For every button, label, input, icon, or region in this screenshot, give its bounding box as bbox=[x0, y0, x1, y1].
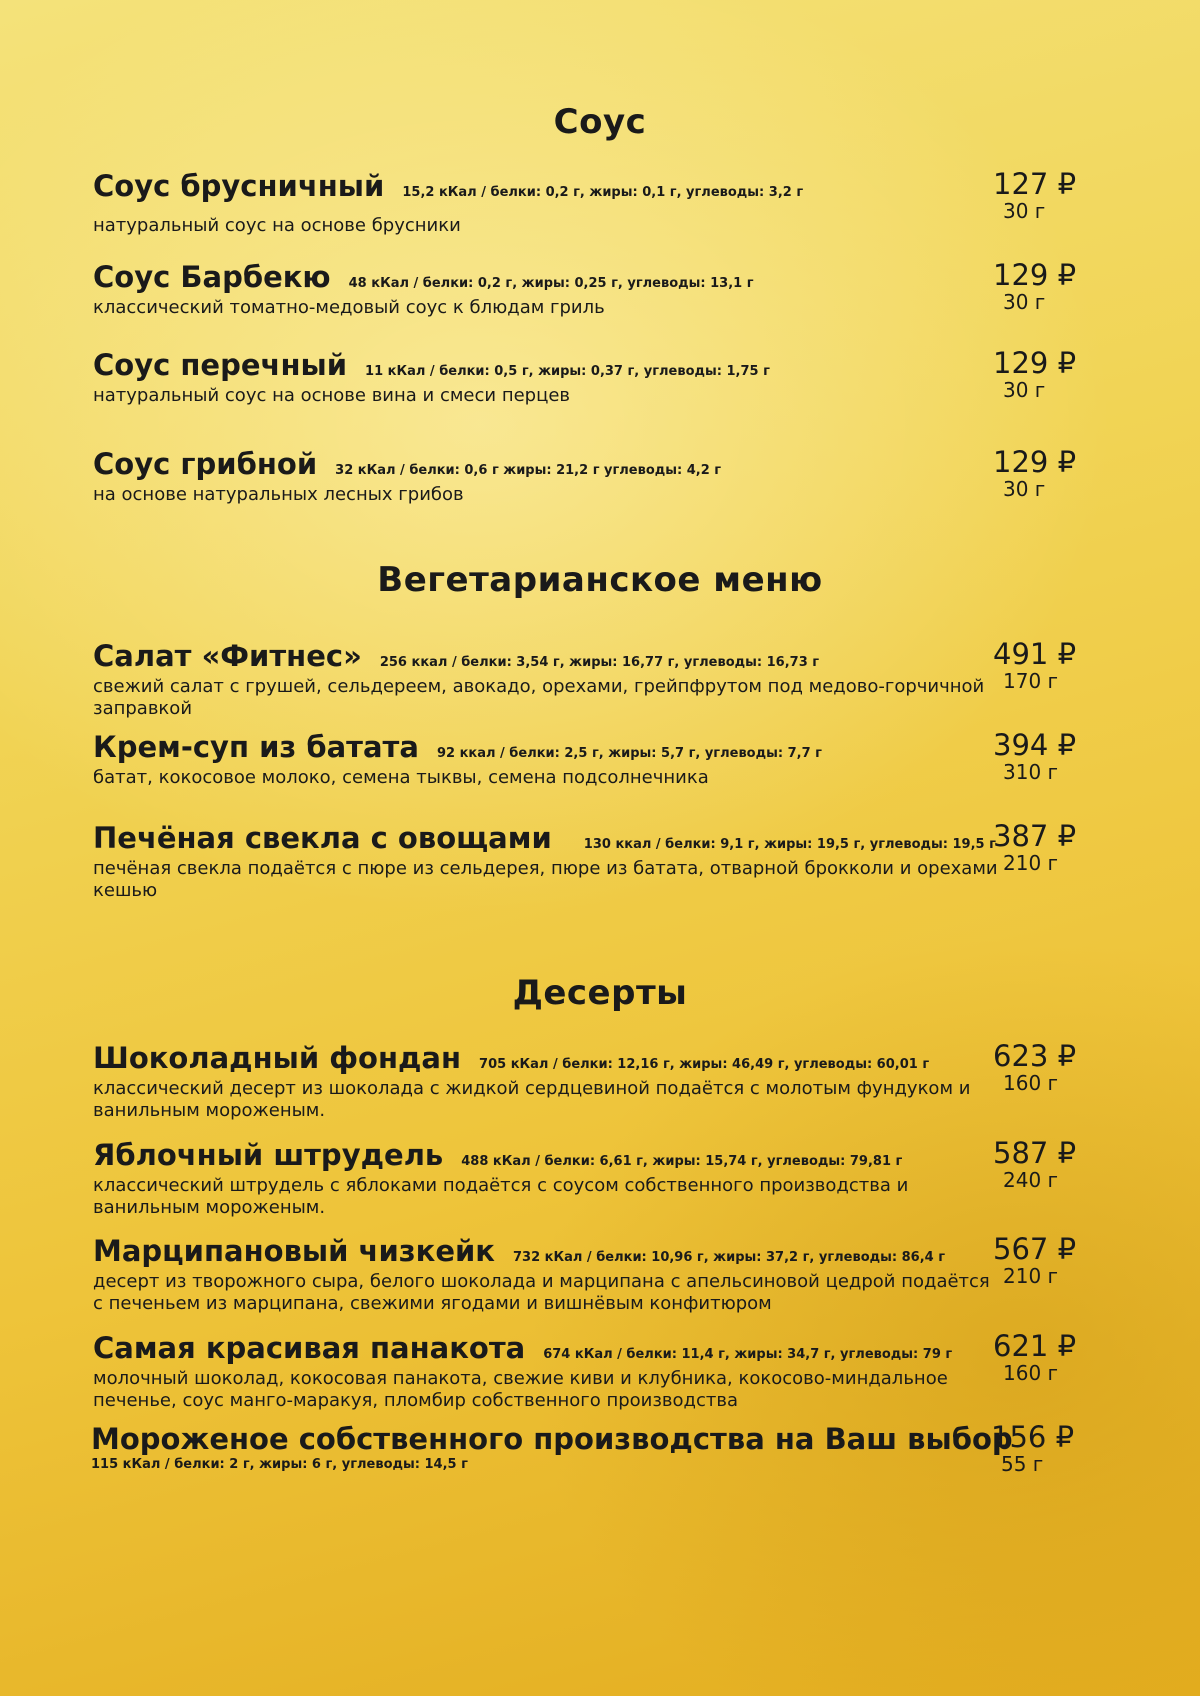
item-description: натуральный соус на основе вина и смеси перцев bbox=[93, 385, 571, 406]
item-nutrition: 32 кКал / белки: 0,6 г жиры: 21,2 г углеводы: 4,2 г bbox=[335, 463, 722, 478]
item-weight: 30 г bbox=[1003, 477, 1046, 501]
item-price: 491 ₽ bbox=[993, 637, 1077, 671]
item-name: Соус брусничный bbox=[93, 169, 385, 203]
item-weight: 30 г bbox=[1003, 378, 1046, 402]
item-price: 621 ₽ bbox=[993, 1329, 1077, 1363]
item-description: печёная свекла подаётся с пюре из сельдерея, пюре из батата, отварной брокколи и орехами кешью bbox=[93, 858, 998, 901]
menu-item bbox=[93, 1329, 1113, 1412]
item-price: 129 ₽ bbox=[993, 258, 1077, 292]
item-price: 129 ₽ bbox=[993, 346, 1077, 380]
item-weight: 160 г bbox=[1003, 1361, 1059, 1385]
item-weight: 240 г bbox=[1003, 1168, 1059, 1192]
item-weight: 160 г bbox=[1003, 1071, 1059, 1095]
item-price: 587 ₽ bbox=[993, 1136, 1077, 1170]
item-description: молочный шоколад, кокосовая панакота, свежие киви и клубника, кокосово-миндальное печенье, соус манго-маракуя, пломбир собственного производства bbox=[93, 1368, 948, 1411]
item-weight: 30 г bbox=[1003, 290, 1046, 314]
price-box bbox=[993, 1137, 1113, 1191]
price-box bbox=[993, 1040, 1113, 1094]
section-title-vegetarian: Вегетарианское меню bbox=[377, 560, 823, 600]
item-name: Шоколадный фондан bbox=[93, 1041, 462, 1075]
price-box bbox=[993, 1330, 1113, 1384]
item-nutrition: 15,2 кКал / белки: 0,2 г, жиры: 0,1 г, углеводы: 3,2 г bbox=[402, 185, 804, 200]
item-name: Крем-суп из батата bbox=[93, 730, 419, 764]
item-name: Печёная свекла с овощами bbox=[93, 821, 552, 855]
price-box bbox=[993, 1233, 1113, 1287]
item-price: 156 ₽ bbox=[991, 1420, 1075, 1454]
item-weight: 210 г bbox=[1003, 851, 1059, 875]
menu-item bbox=[91, 1420, 1111, 1476]
item-description: на основе натуральных лесных грибов bbox=[93, 484, 464, 505]
price-box bbox=[993, 168, 1113, 222]
item-name: Самая красивая панакота bbox=[93, 1331, 526, 1365]
item-nutrition: 48 кКал / белки: 0,2 г, жиры: 0,25 г, углеводы: 13,1 г bbox=[348, 276, 754, 291]
item-price: 623 ₽ bbox=[993, 1039, 1077, 1073]
item-nutrition: 705 кКал / белки: 12,16 г, жиры: 46,49 г, углеводы: 60,01 г bbox=[479, 1057, 930, 1072]
item-name: Соус Барбекю bbox=[93, 260, 331, 294]
item-name: Соус грибной bbox=[93, 447, 318, 481]
item-description: десерт из творожного сыра, белого шоколада и марципана с апельсиновой цедрой подаётся с печеньем из марципана, свежими ягодами и вишнёвым конфитюром bbox=[93, 1271, 990, 1314]
menu-item bbox=[93, 346, 1113, 407]
item-weight: 30 г bbox=[1003, 199, 1046, 223]
item-nutrition: 732 кКал / белки: 10,96 г, жиры: 37,2 г, углеводы: 86,4 г bbox=[513, 1250, 946, 1265]
item-nutrition: 488 кКал / белки: 6,61 г, жиры: 15,74 г, углеводы: 79,81 г bbox=[461, 1154, 903, 1169]
item-name: Яблочный штрудель bbox=[93, 1138, 444, 1172]
item-description: классический томатно-медовый соус к блюдам гриль bbox=[93, 297, 605, 318]
price-box bbox=[993, 729, 1113, 783]
item-price: 387 ₽ bbox=[993, 819, 1077, 853]
item-weight: 170 г bbox=[1003, 669, 1059, 693]
menu-item bbox=[93, 1039, 1113, 1122]
menu-item bbox=[93, 1232, 1113, 1315]
item-price: 129 ₽ bbox=[993, 445, 1077, 479]
item-description: классический десерт из шоколада с жидкой сердцевиной подаётся с молотым фундуком и ванильным мороженым. bbox=[93, 1078, 971, 1121]
item-price: 127 ₽ bbox=[993, 167, 1077, 201]
price-box bbox=[993, 259, 1113, 313]
menu-item bbox=[93, 1136, 1113, 1219]
item-name: Соус перечный bbox=[93, 348, 348, 382]
menu-item bbox=[93, 167, 1113, 237]
item-nutrition: 256 ккал / белки: 3,54 г, жиры: 16,77 г, углеводы: 16,73 г bbox=[379, 655, 820, 670]
item-name: Салат «Фитнес» bbox=[93, 639, 362, 673]
item-nutrition: 130 ккал / белки: 9,1 г, жиры: 19,5 г, углеводы: 19,5 г bbox=[583, 837, 996, 852]
item-nutrition: 674 кКал / белки: 11,4 г, жиры: 34,7 г, углеводы: 79 г bbox=[543, 1347, 953, 1362]
item-nutrition: 115 кКал / белки: 2 г, жиры: 6 г, углеводы: 14,5 г bbox=[91, 1457, 468, 1472]
item-weight: 310 г bbox=[1003, 760, 1059, 784]
item-description: классический штрудель с яблоками подаётся с соусом собственного производства и ванильным мороженым. bbox=[93, 1175, 909, 1218]
item-description: натуральный соус на основе брусники bbox=[93, 215, 461, 236]
item-name: Марципановый чизкейк bbox=[93, 1234, 495, 1268]
item-price: 567 ₽ bbox=[993, 1232, 1077, 1266]
price-box bbox=[993, 347, 1113, 401]
menu-item bbox=[93, 445, 1113, 506]
price-box bbox=[991, 1421, 1111, 1475]
price-box bbox=[993, 446, 1113, 500]
item-weight: 210 г bbox=[1003, 1264, 1059, 1288]
item-nutrition: 92 ккал / белки: 2,5 г, жиры: 5,7 г, углеводы: 7,7 г bbox=[436, 746, 822, 761]
item-description: батат, кокосовое молоко, семена тыквы, семена подсолнечника bbox=[93, 767, 709, 788]
menu-item bbox=[93, 819, 1113, 902]
menu-item bbox=[93, 258, 1113, 319]
item-name: Мороженое собственного производства на Ваш выбор bbox=[91, 1422, 1013, 1456]
section-title-desserts: Десерты bbox=[512, 973, 688, 1013]
item-price: 394 ₽ bbox=[993, 728, 1077, 762]
item-nutrition: 11 кКал / белки: 0,5 г, жиры: 0,37 г, углеводы: 1,75 г bbox=[365, 364, 770, 379]
menu-item bbox=[93, 637, 1113, 720]
item-weight: 55 г bbox=[1001, 1452, 1044, 1476]
section-title-sauces: Соус bbox=[553, 102, 647, 142]
price-box bbox=[993, 638, 1113, 692]
menu-item bbox=[93, 728, 1113, 789]
price-box bbox=[993, 820, 1113, 874]
item-description: свежий салат с грушей, сельдереем, авокадо, орехами, грейпфрутом под медово-горчичной заправкой bbox=[93, 676, 985, 719]
